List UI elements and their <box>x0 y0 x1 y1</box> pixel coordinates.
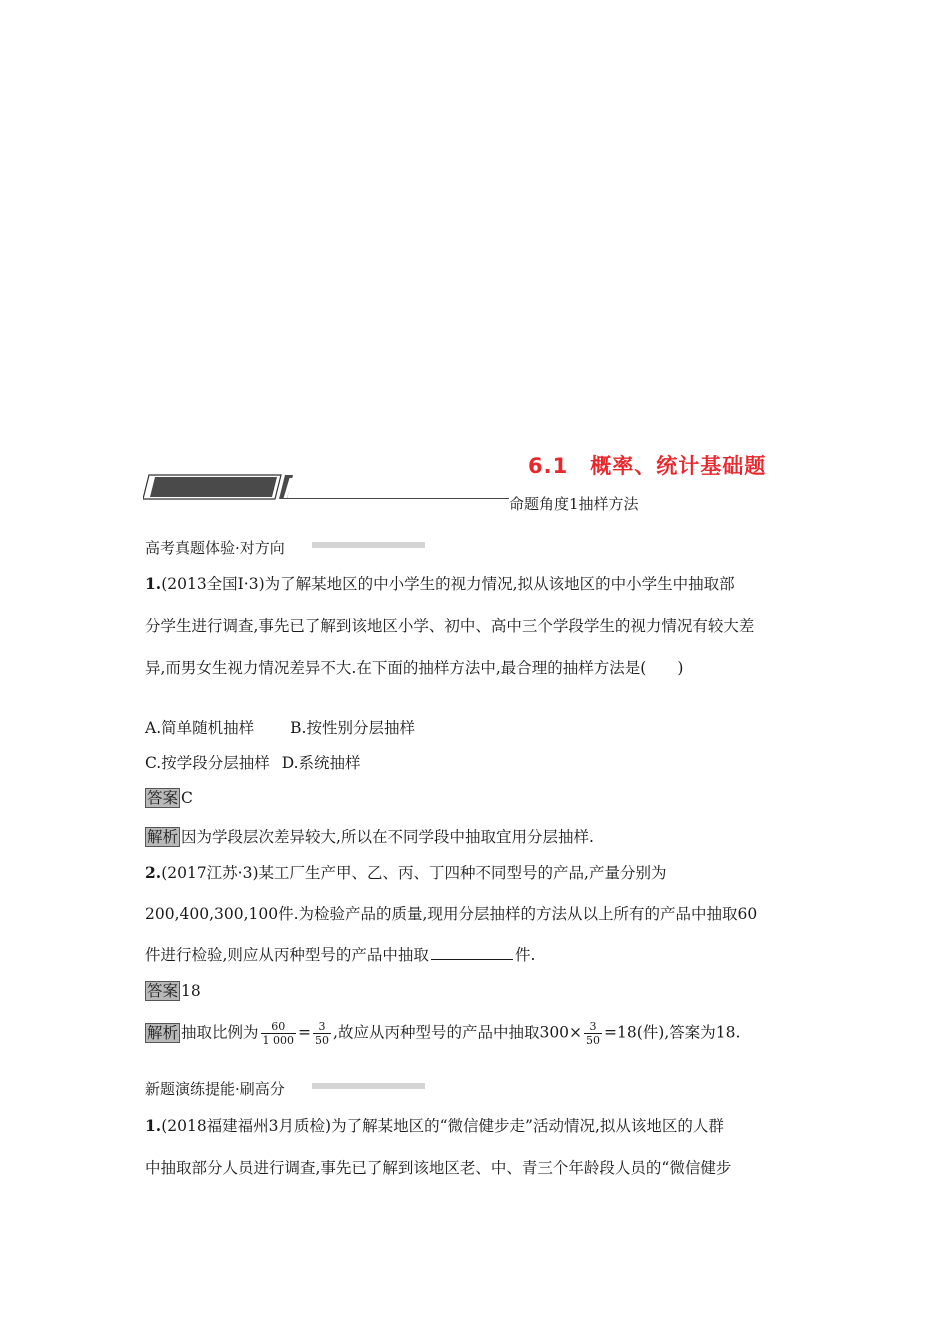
analysis-tag: 解析 <box>147 828 179 846</box>
q2-line3 <box>145 943 535 965</box>
p2-q1-line1 <box>145 1114 724 1136</box>
frac1-numerator: 60 <box>261 1020 297 1034</box>
fraction-60-1000 <box>261 1020 297 1047</box>
answer-tag: 答案 <box>147 789 179 807</box>
q1-analysis-text: 因为学段层次差异较大,所以在不同学段中抽取宜用分层抽样. <box>181 828 594 846</box>
banner-decoration <box>143 474 513 500</box>
frac3-numerator: 3 <box>584 1020 602 1034</box>
q1-line1 <box>145 572 735 594</box>
q1-option-b: B.按性别分层抽样 <box>290 719 415 737</box>
q2-analysis-pre: 抽取比例为 <box>181 1023 259 1042</box>
q1-option-c: C.按学段分层抽样 <box>145 754 270 772</box>
q2-analysis-mid: ,故应从丙种型号的产品中抽取300× <box>333 1023 583 1042</box>
q1-options-row1 <box>145 716 415 738</box>
q1-answer-value: C <box>181 789 193 807</box>
q1-line1-text: (2013全国Ⅰ·3)为了解某地区的中小学生的视力情况,拟从该地区的中小学生中抽取部 <box>161 575 735 593</box>
q1-line2: 分学生进行调查,事先已了解到该地区小学、初中、高中三个学段学生的视力情况有较大差 <box>145 617 755 635</box>
q2-answer <box>145 981 201 1001</box>
p2-q1-line2: 中抽取部分人员进行调查,事先已了解到该地区老、中、青三个年龄段人员的“微信健步 <box>145 1159 732 1177</box>
equals-sign: = <box>298 1023 312 1042</box>
part1-heading: 高考真题体验·对方向 <box>145 539 285 557</box>
q2-analysis-post: =18(件),答案为18. <box>604 1023 741 1042</box>
q1-answer <box>145 788 193 808</box>
q2-answer-value: 18 <box>181 982 201 1000</box>
q2-line2: 200,400,300,100件.为检验产品的质量,现用分层抽样的方法从以上所有的产品中抽取60 <box>145 905 758 923</box>
part2-heading-bar <box>312 1083 425 1089</box>
section-number: 6.1 <box>528 454 569 478</box>
q2-line1-text: (2017江苏·3)某工厂生产甲、乙、丙、丁四种不同型号的产品,产量分别为 <box>161 864 667 882</box>
topic-angle: 命题角度1抽样方法 <box>509 495 639 513</box>
q1-options-row2 <box>145 751 361 773</box>
analysis-tag: 解析 <box>147 1023 179 1042</box>
answer-blank <box>431 945 513 960</box>
q1-number: 1. <box>145 574 162 593</box>
part1-heading-bar <box>312 542 425 548</box>
q1-option-d: D.系统抽样 <box>281 754 361 772</box>
q2-line3-post: 件. <box>514 946 536 964</box>
p2-q1-line1-text: (2018福建福州3月质检)为了解某地区的“微信健步走”活动情况,拟从该地区的人群 <box>161 1117 724 1135</box>
q2-line3-pre: 件进行检验,则应从丙种型号的产品中抽取 <box>145 946 429 964</box>
fraction-3-50-second <box>584 1020 602 1047</box>
frac2-numerator: 3 <box>313 1020 331 1034</box>
section-title <box>528 450 766 480</box>
fraction-3-50 <box>313 1020 331 1047</box>
q1-option-a: A.简单随机抽样 <box>145 719 255 737</box>
frac3-denominator: 50 <box>586 1034 601 1047</box>
frac1-denominator: 1 000 <box>262 1034 295 1047</box>
frac2-denominator: 50 <box>315 1034 330 1047</box>
section-title-text: 概率、统计基础题 <box>590 454 767 478</box>
q2-number: 2. <box>145 863 162 882</box>
q2-line1 <box>145 861 666 883</box>
answer-tag: 答案 <box>147 982 179 1000</box>
p2-q1-number: 1. <box>145 1116 162 1135</box>
q1-line3: 异,而男女生视力情况差异不大.在下面的抽样方法中,最合理的抽样方法是( ) <box>145 659 684 677</box>
q2-analysis <box>145 1020 740 1047</box>
part2-heading: 新题演练提能·刷高分 <box>145 1080 285 1098</box>
q1-analysis <box>145 825 594 847</box>
